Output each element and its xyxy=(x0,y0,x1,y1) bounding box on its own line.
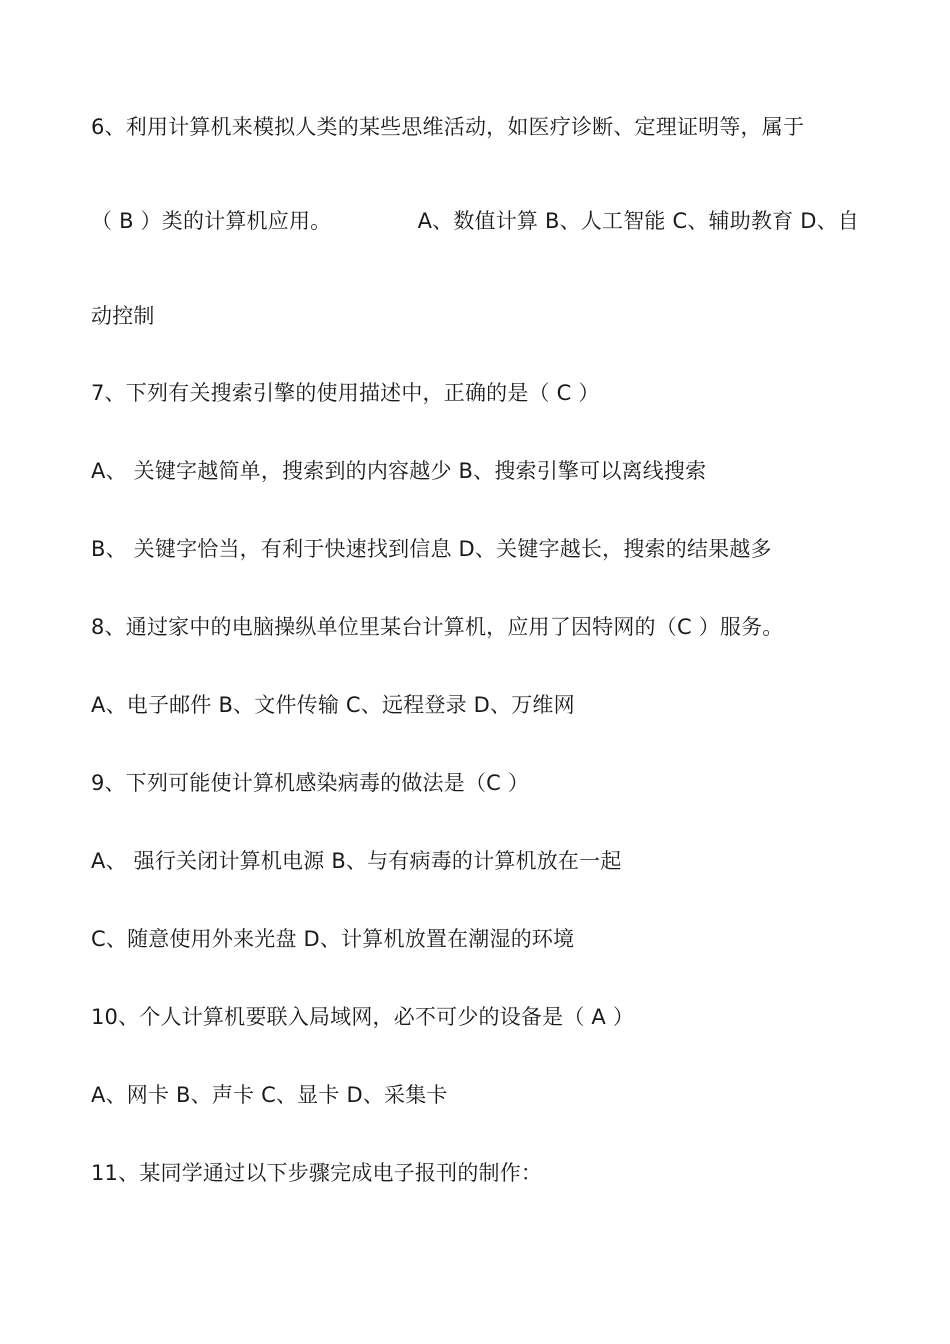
question-7-options-1 xyxy=(91,456,706,486)
question-7-stem xyxy=(91,378,600,408)
question-6-text: 6、利用计算机来模拟人类的某些思维活动，如医疗诊断、定理证明等，属于 xyxy=(91,115,805,139)
question-6-line-1 xyxy=(91,112,859,142)
question-8-stem xyxy=(91,612,784,642)
question-6-line-2 xyxy=(91,206,859,236)
question-8-option-line: A、电子邮件 B、文件传输 C、远程登录 D、万维网 xyxy=(91,693,575,717)
question-10-options xyxy=(91,1080,448,1110)
question-7-options-2 xyxy=(91,534,772,564)
question-7-option-line: B、 关键字恰当，有利于快速找到信息 D、关键字越长，搜索的结果越多 xyxy=(91,537,772,561)
question-11-text: 11、某同学通过以下步骤完成电子报刊的制作： xyxy=(91,1161,543,1185)
question-8-text: 8、通过家中的电脑操纵单位里某台计算机，应用了因特网的（C ）服务。 xyxy=(91,615,784,639)
question-9-option-line: A、 强行关闭计算机电源 B、与有病毒的计算机放在一起 xyxy=(91,849,622,873)
question-6-answer: （ B ）类的计算机应用。 xyxy=(91,209,332,233)
question-6-option-continued: 动控制 xyxy=(91,304,155,328)
question-6-options: A、数值计算 B、人工智能 C、辅助教育 D、自 xyxy=(417,209,859,233)
question-6-line-3 xyxy=(91,301,155,331)
question-9-option-line: C、随意使用外来光盘 D、计算机放置在潮湿的环境 xyxy=(91,927,575,951)
question-11-stem xyxy=(91,1158,542,1188)
question-7-option-line: A、 关键字越简单，搜索到的内容越少 B、搜索引擎可以离线搜索 xyxy=(91,459,707,483)
question-9-text: 9、下列可能使计算机感染病毒的做法是（C ） xyxy=(91,771,530,795)
question-8-options xyxy=(91,690,575,720)
question-9-stem xyxy=(91,768,529,798)
question-10-option-line: A、网卡 B、声卡 C、显卡 D、采集卡 xyxy=(91,1083,448,1107)
question-9-options-2 xyxy=(91,924,574,954)
question-10-stem xyxy=(91,1002,634,1032)
question-9-options-1 xyxy=(91,846,622,876)
question-10-text: 10、个人计算机要联入局域网，必不可少的设备是（ A ） xyxy=(91,1005,635,1029)
question-7-text: 7、下列有关搜索引擎的使用描述中，正确的是（ C ） xyxy=(91,381,600,405)
